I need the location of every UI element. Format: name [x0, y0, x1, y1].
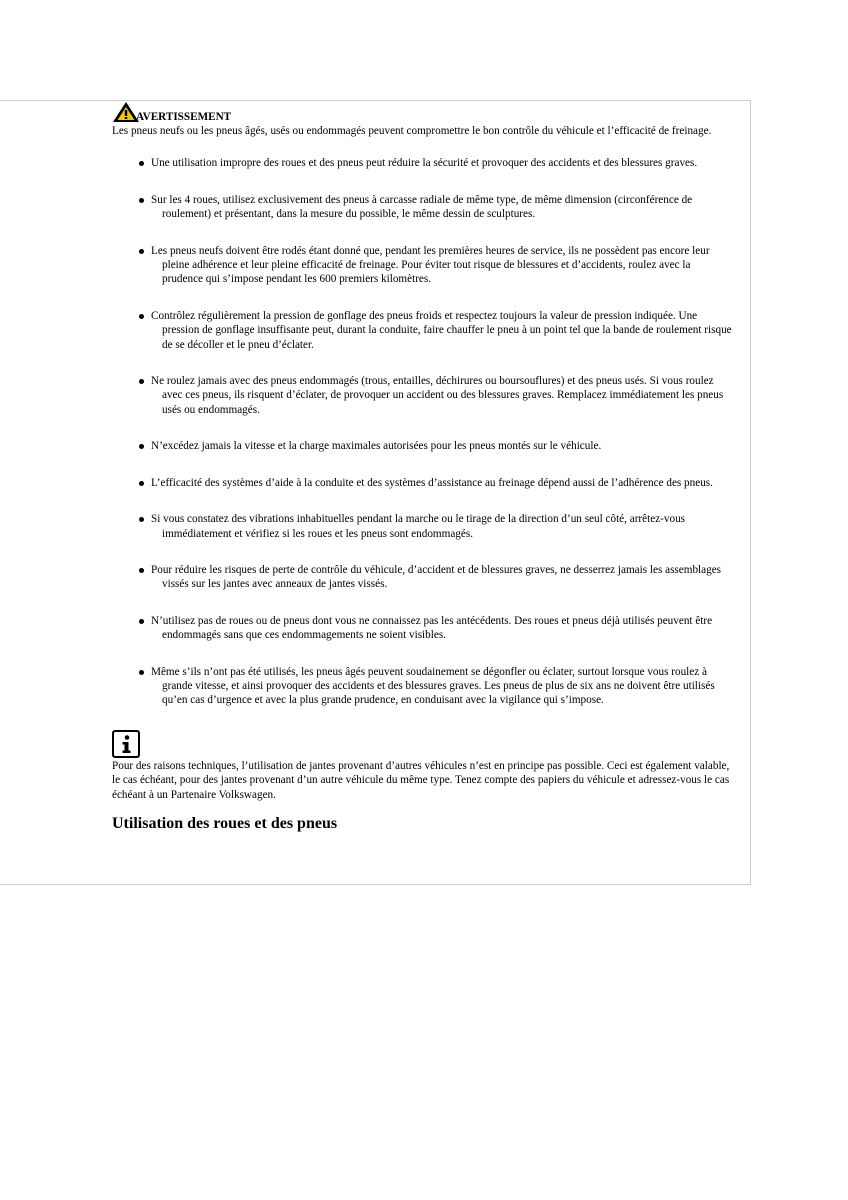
info-icon	[112, 730, 140, 758]
list-item: Une utilisation impropre des roues et des pneus peut réduire la sécurité et provoquer des accidents et des blessures graves.	[112, 156, 732, 170]
info-text: Pour des raisons techniques, l’utilisation de jantes provenant d’autres véhicules n’est en principe pas possible. Ceci est également valable, le cas échéant, pour des jantes provenant d’un autre véhicule du même type. Tenez compte des papiers du véhicule et adressez-vous le cas échéant à un Partenaire Volkswagen.	[112, 759, 730, 801]
list-item: Les pneus neufs doivent être rodés étant donné que, pendant les premières heures de service, ils ne possèdent pas encore leur pleine adhérence et leur pleine efficacité de freinage. Pour éviter tout risque de blessures et d’accidents, roulez avec la prudence qui s’impose pendant les 600 premiers kilomètres.	[112, 244, 732, 287]
section-title: Utilisation des roues et des pneus	[112, 814, 338, 832]
warning-title: AVERTISSEMENT	[136, 111, 232, 123]
list-item: Pour réduire les risques de perte de contrôle du véhicule, d’accident et de blessures graves, ne desserrez jamais les assemblages vissés sur les jantes avec anneaux de jantes vissés.	[112, 563, 732, 592]
list-item: N’utilisez pas de roues ou de pneus dont vous ne connaissez pas les antécédents. Des roues et pneus déjà utilisés peuvent être endommagés sans que ces endommagements ne soient visibles.	[112, 614, 732, 643]
warning-intro: Les pneus neufs ou les pneus âgés, usés ou endommagés peuvent compromettre le bon contrôle du véhicule et l’efficacité de freinage.	[112, 125, 712, 137]
warning-header	[112, 101, 732, 123]
bullet-icon	[139, 619, 144, 624]
list-item: N’excédez jamais la vitesse et la charge maximales autorisées pour les pneus montés sur le véhicule.	[112, 439, 732, 453]
bullet-icon	[139, 161, 144, 166]
list-item: Si vous constatez des vibrations inhabituelles pendant la marche ou le tirage de la direction d’un seul côté, arrêtez-vous immédiatement et vérifiez si les roues et les pneus sont endommagés.	[112, 512, 732, 541]
info-note	[112, 730, 732, 802]
page-content	[112, 101, 732, 834]
list-item: Sur les 4 roues, utilisez exclusivement des pneus à carcasse radiale de même type, de même dimension (circonférence de roulement) et présentant, dans la mesure du possible, le même dessin de sculptures.	[112, 193, 732, 222]
list-item: L’efficacité des systèmes d’aide à la conduite et des systèmes d’assistance au freinage dépend aussi de l’adhérence des pneus.	[112, 476, 732, 490]
bullet-icon	[139, 198, 144, 203]
bullet-icon	[139, 481, 144, 486]
list-item: Contrôlez régulièrement la pression de gonflage des pneus froids et respectez toujours la valeur de pression indiquée. Une pression de gonflage insuffisante peut, durant la conduite, faire chauffer le pneu à un point tel que la bande de roulement risque de se décoller et le pneu d’éclater.	[112, 309, 732, 352]
bullet-icon	[139, 379, 144, 384]
list-item: Ne roulez jamais avec des pneus endommagés (trous, entailles, déchirures ou boursouflures) et des pneus usés. Si vous roulez avec ces pneus, ils risquent d’éclater, de provoquer un accident ou des blessures graves. Remplacez immédiatement les pneus usés ou endommagés.	[112, 374, 732, 417]
bullet-icon	[139, 314, 144, 319]
bullet-icon	[139, 670, 144, 675]
bullet-icon	[139, 517, 144, 522]
bullet-icon	[139, 568, 144, 573]
list-item: Même s’ils n’ont pas été utilisés, les pneus âgés peuvent soudainement se dégonfler ou éclater, surtout lorsque vous roulez à grande vitesse, et ainsi provoquer des accidents et des blessures graves. Les pneus de plus de six ans ne doivent être utilisés qu’en cas d’urgence et avec la plus grande prudence, en conduisant avec la vigilance qui s’impose.	[112, 665, 732, 708]
bullet-icon	[139, 249, 144, 254]
bullet-icon	[139, 444, 144, 449]
warning-list	[112, 156, 732, 707]
